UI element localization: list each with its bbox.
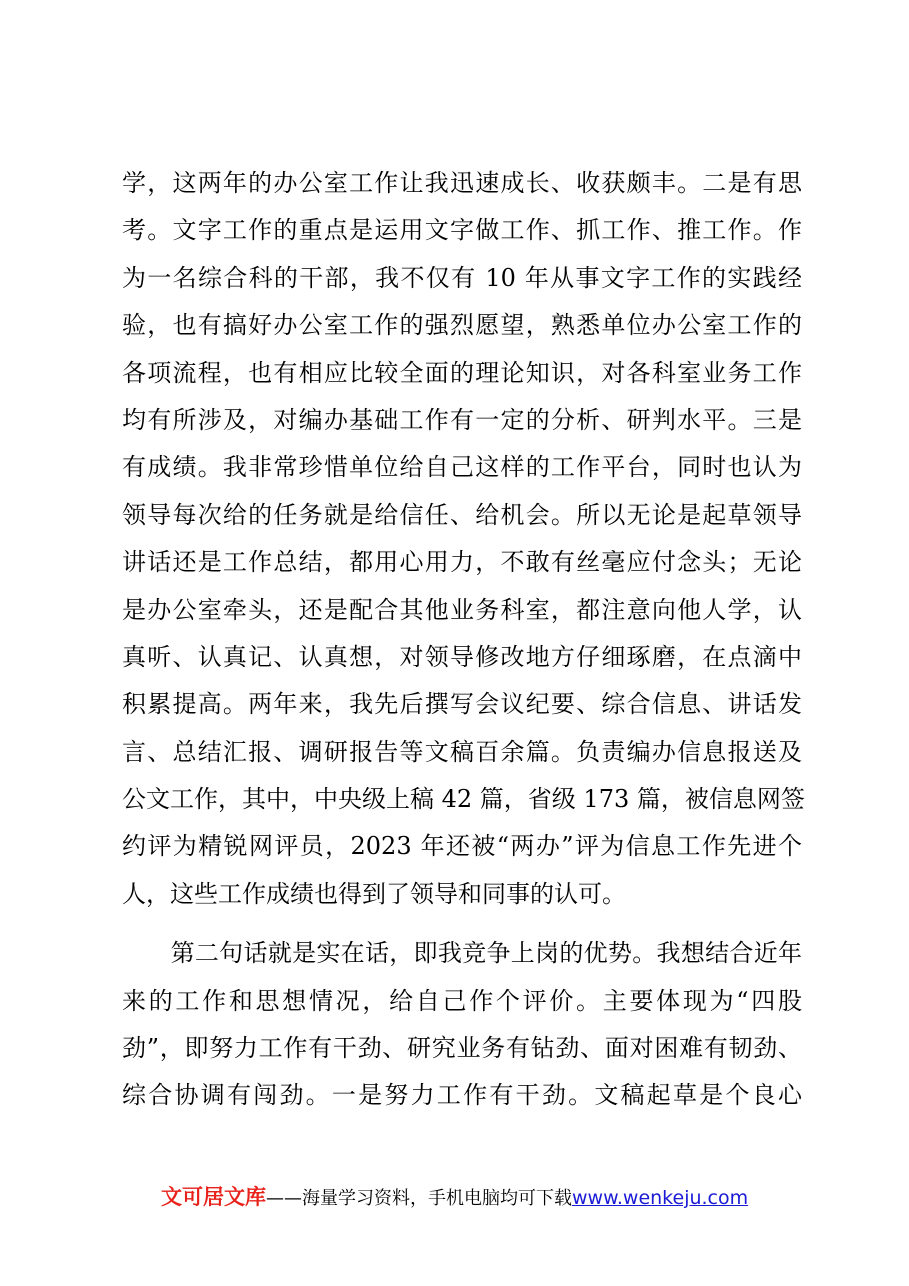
text-line: 各项流程，也有相应比较全面的理论知识，对各科室业务工作: [122, 358, 802, 387]
text-line: 是办公室牵头，还是配合其他业务科室，都注意向他人学，认: [122, 595, 802, 624]
website-link[interactable]: www.wenkeju.com: [572, 1187, 749, 1209]
text-line: 人，这些工作成绩也得到了领导和同事的认可。: [122, 879, 626, 908]
text-line: 劲”，即努力工作有干劲、研究业务有钻劲、面对困难有韧劲、: [122, 1034, 802, 1063]
footer-banner: [161, 1179, 748, 1215]
text-line: 约评为精锐网评员，2023 年还被“两办”评为信息工作先进个: [122, 832, 802, 861]
text-line: 综合协调有闯劲。一是努力工作有干劲。文稿起草是个良心: [122, 1081, 802, 1110]
text-line: 言、总结汇报、调研报告等文稿百余篇。负责编办信息报送及: [122, 737, 802, 766]
text-line: 第二句话就是实在话，即我竞争上岗的优势。我想结合近年: [122, 939, 802, 968]
paragraph-spacer: [122, 918, 802, 930]
brand-name: 文可居文库: [161, 1185, 266, 1209]
text-line: 公文工作，其中，中央级上稿 42 篇，省级 173 篇，被信息网签: [122, 785, 805, 814]
text-line: 验，也有搞好办公室工作的强烈愿望，熟悉单位办公室工作的: [122, 311, 802, 340]
paragraph-1: [122, 160, 805, 918]
text-line: 来的工作和思想情况，给自己作个评价。主要体现为“四股: [122, 986, 802, 1015]
text-line: 学，这两年的办公室工作让我迅速成长、收获颇丰。二是有思: [122, 169, 802, 197]
text-line: 真听、认真记、认真想，对领导修改地方仔细琢磨，在点滴中: [122, 642, 802, 671]
footer-tagline: ——海量学习资料，手机电脑均可下载: [266, 1188, 572, 1209]
text-line: 为一名综合科的干部，我不仅有 10 年从事文字工作的实践经: [122, 263, 802, 292]
text-line: 积累提高。两年来，我先后撰写会议纪要、综合信息、讲话发: [122, 690, 802, 719]
paragraph-2: [122, 930, 802, 1120]
text-line: 有成绩。我非常珍惜单位给自己这样的工作平台，同时也认为: [122, 453, 802, 482]
document-body: [122, 160, 805, 1120]
text-line: 讲话还是工作总结，都用心用力，不敢有丝毫应付念头；无论: [122, 548, 802, 577]
text-line: 考。文字工作的重点是运用文字做工作、抓工作、推工作。作: [122, 216, 802, 245]
text-line: 均有所涉及，对编办基础工作有一定的分析、研判水平。三是: [122, 405, 802, 434]
text-line: 领导每次给的任务就是给信任、给机会。所以无论是起草领导: [122, 500, 802, 529]
